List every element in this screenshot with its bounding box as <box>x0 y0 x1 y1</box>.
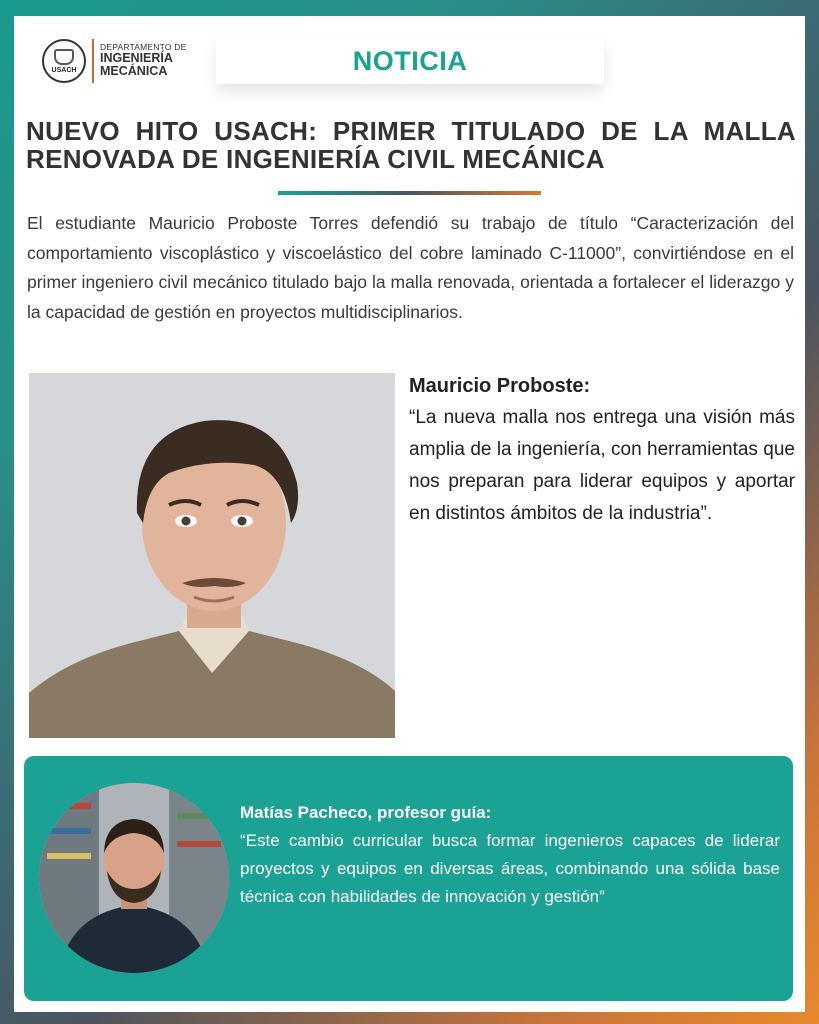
notice-banner <box>216 38 604 84</box>
professor-quote <box>240 801 780 911</box>
logo-divider <box>92 39 94 83</box>
logo-name-line2: MECÁNICA <box>100 64 168 79</box>
headline: NUEVO HITO USACH: PRIMER TITULADO DE LA MALLA RENOVADA DE INGENIERÍA CIVIL MECÁNICA <box>26 116 796 174</box>
student-quote-text: “La nueva malla nos entrega una visión más amplia de la ingeniería, con herramientas que nos preparan para liderar equipos y aportar en distintos ámbitos de la industria”. <box>409 407 795 524</box>
professor-name: Matías Pacheco, profesor guía: <box>240 803 492 822</box>
professor-quote-panel <box>24 756 793 1001</box>
news-card <box>14 16 805 1012</box>
student-photo <box>29 373 395 738</box>
student-name: Mauricio Proboste: <box>409 375 591 397</box>
professor-quote-text: “Este cambio curricular busca formar ingenieros capaces de liderar proyectos y equipos en diversas áreas, combinando una sólida base técnica con habilidades de innovación y gestión” <box>240 831 780 906</box>
logo-name-line1: INGENIERÍA <box>100 51 173 66</box>
student-portrait-icon <box>29 373 395 738</box>
intro-paragraph: El estudiante Mauricio Proboste Torres defendió su trabajo de título “Caracterización del comportamiento viscoplástico y viscoelástico del cobre laminado C-11000”, convirtiéndose en el primer ingeniero civil mecánico titulado bajo la malla renovada, orientada a fortalecer el liderazgo y la capacidad de gestión en proyectos multidisciplinarios. <box>27 213 794 322</box>
notice-label: NOTICIA <box>352 45 468 76</box>
department-logo <box>42 36 192 86</box>
student-quote <box>409 373 795 530</box>
logo-text <box>100 43 186 78</box>
logo-department-line: DEPARTAMENTO DE <box>100 42 187 53</box>
headline-divider <box>278 191 541 195</box>
university-seal-icon <box>42 39 86 83</box>
professor-portrait-icon <box>39 783 229 973</box>
professor-photo <box>39 783 229 973</box>
seal-text: USACH <box>51 66 77 74</box>
